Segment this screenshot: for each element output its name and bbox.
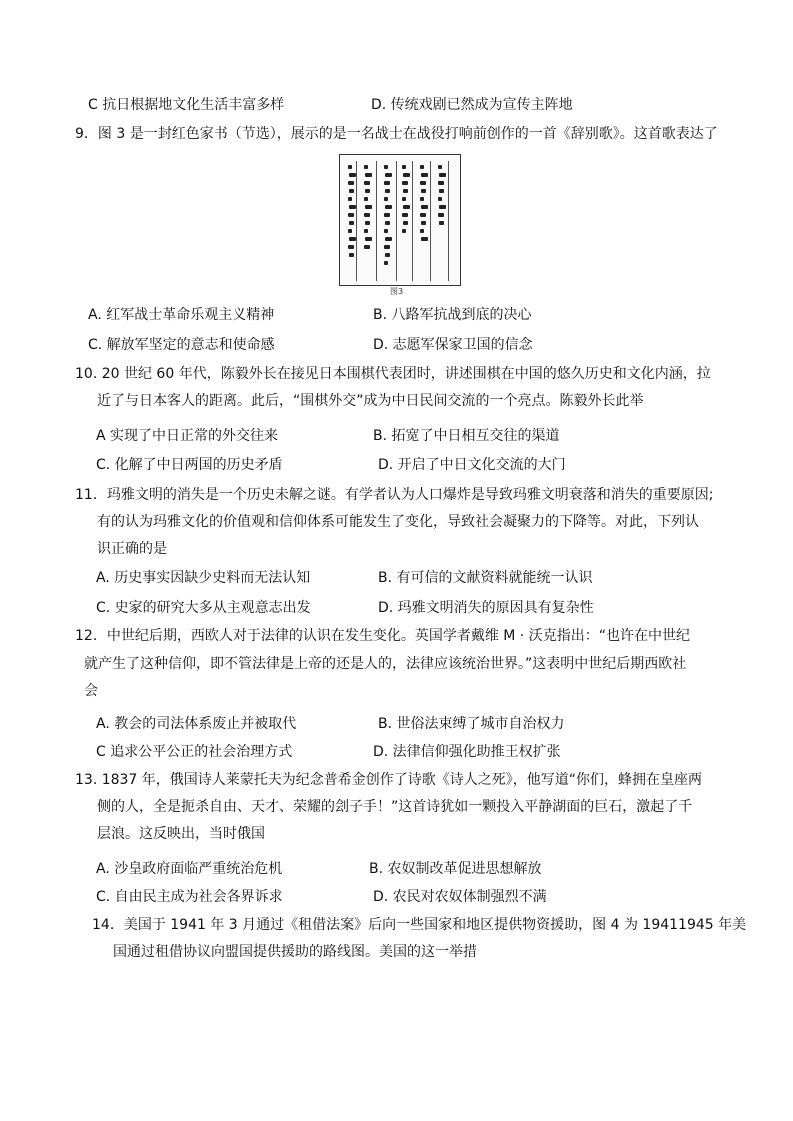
handwriting-stroke	[384, 261, 388, 265]
handwriting-stroke	[385, 205, 392, 209]
q10-option-a: A 实现了中日正常的外交往来	[96, 428, 279, 444]
red-family-letter-figure	[339, 154, 461, 286]
handwriting-stroke	[364, 165, 368, 169]
handwriting-stroke	[438, 213, 444, 217]
figure-caption: 图3	[390, 287, 404, 296]
handwriting-stroke	[364, 229, 368, 233]
handwriting-stroke	[402, 181, 408, 185]
q12-option-a: A. 教会的司法体系废止并被取代	[96, 716, 297, 732]
q9-option-a: A. 红军战士革命乐观主义精神	[88, 307, 275, 323]
handwriting-stroke	[403, 173, 410, 177]
handwriting-stroke	[348, 229, 352, 233]
handwriting-stroke	[364, 245, 370, 249]
q9-option-b: B. 八路军抗战到底的决心	[373, 307, 532, 323]
q9-option-c: C. 解放军坚定的意志和使命感	[88, 337, 275, 353]
q12-stem-line2: 就产生了这种信仰，即不管法律是上帝的还是人的，法律应该统治世界。”这表明中世纪后期西欧社	[84, 656, 687, 672]
handwriting-stroke	[365, 189, 370, 193]
handwriting-stroke	[384, 165, 388, 169]
handwriting-stroke	[402, 165, 406, 169]
handwriting-stroke	[349, 237, 356, 241]
q12-option-c: C 追求公平公正的社会治理方式	[96, 744, 293, 760]
handwriting-stroke	[438, 165, 442, 169]
handwriting-stroke	[365, 237, 372, 241]
handwriting-stroke	[348, 181, 354, 185]
handwriting-stroke	[365, 173, 372, 177]
q9-option-d: D. 志愿军保家卫国的信念	[373, 337, 533, 353]
handwriting-stroke	[384, 245, 390, 249]
handwriting-stroke	[402, 197, 406, 201]
handwriting-stroke	[420, 181, 426, 185]
handwriting-stroke	[421, 237, 428, 241]
handwriting-stroke	[403, 205, 410, 209]
q10-option-c: C. 化解了中日两国的历史矛盾	[96, 457, 283, 473]
handwriting-stroke	[421, 205, 428, 209]
q11-option-b: B. 有可信的文献资料就能统一认识	[378, 570, 593, 586]
handwriting-stroke	[349, 253, 354, 257]
handwriting-stroke	[364, 181, 370, 185]
q10-option-b: B. 拓宽了中日相互交往的渠道	[373, 428, 560, 444]
handwriting-stroke	[384, 197, 388, 201]
handwriting-stroke	[384, 229, 388, 233]
q14-stem-line1: 14．美国于 1941 年 3 月通过《租借法案》后向一些国家和地区提供物资援助，图 4 为 19411945 年美	[92, 917, 747, 933]
handwriting-stroke	[421, 221, 426, 225]
handwriting-stroke	[403, 189, 408, 193]
handwriting-stroke	[439, 205, 446, 209]
q13-stem-line3: 层浪。这反映出，当时俄国	[97, 826, 265, 842]
q8-option-d: D. 传统戏剧已然成为宣传主阵地	[371, 97, 573, 113]
handwriting-stroke	[384, 213, 390, 217]
q9-stem: 9．图 3 是一封红色家书（节选），展示的是一名战士在战役打响前创作的一首《辞别歌》。这首歌表达了	[75, 126, 718, 142]
handwriting-stroke	[349, 189, 354, 193]
handwriting-stroke	[420, 197, 424, 201]
handwriting-stroke	[348, 197, 352, 201]
handwriting-stroke	[402, 229, 406, 233]
handwriting-stroke	[439, 221, 444, 225]
q11-stem-line2: 有的认为玛雅文化的价值观和信仰体系可能发生了变化，导致社会凝聚力的下降等。对此，下列认	[97, 514, 699, 530]
handwriting-stroke	[402, 213, 408, 217]
handwriting-stroke	[403, 221, 408, 225]
q10-stem-line2: 近了与日本客人的距离。此后，“围棋外交”成为中日民间交流的一个亮点。陈毅外长此举	[97, 393, 644, 409]
handwriting-stroke	[438, 197, 442, 201]
q12-stem-line3: 会	[84, 683, 98, 699]
q13-option-c: C. 自由民主成为社会各界诉求	[96, 889, 283, 905]
q11-stem-line1: 11．玛雅文明的消失是一个历史未解之谜。有学者认为人口爆炸是导致玛雅文明衰落和消失的重要原因;	[75, 487, 714, 503]
q13-option-b: B. 农奴制改革促进思想解放	[369, 861, 542, 877]
handwriting-stroke	[420, 165, 424, 169]
q13-stem-line1: 13. 1837 年，俄国诗人莱蒙托夫为纪念普希金创作了诗歌《诗人之死》，他写道“你们，蜂拥在皇座两	[75, 772, 703, 788]
handwriting-stroke	[438, 181, 444, 185]
q10-stem-line1: 10. 20 世纪 60 年代，陈毅外长在接见日本围棋代表团时，讲述围棋在中国的悠久历史和文化内涵，拉	[75, 366, 711, 382]
handwriting-stroke	[365, 205, 372, 209]
q10-option-d: D. 开启了中日文化交流的大门	[378, 457, 566, 473]
handwriting-stroke	[420, 213, 426, 217]
handwriting-stroke	[439, 189, 444, 193]
handwriting-stroke	[385, 221, 390, 225]
q14-stem-line2: 国通过租借协议向盟国提供援助的路线图。美国的这一举措	[113, 944, 477, 960]
handwriting-stroke	[420, 229, 424, 233]
handwriting-stroke	[349, 205, 356, 209]
q11-option-d: D. 玛雅文明消失的原因具有复杂性	[378, 600, 594, 616]
q12-stem-line1: 12．中世纪后期，西欧人对于法律的认识在发生变化。英国学者戴维 M · 沃克指出：“也许在中世纪	[75, 628, 690, 644]
q12-option-d: D. 法律信仰强化助推王权扩张	[373, 744, 561, 760]
q8-option-c: C 抗日根据地文化生活丰富多样	[88, 97, 285, 113]
q12-option-b: B. 世俗法束缚了城市自治权力	[378, 716, 565, 732]
handwriting-stroke	[421, 173, 428, 177]
handwriting-stroke	[384, 181, 390, 185]
handwriting-stroke	[421, 189, 426, 193]
q11-option-a: A. 历史事实因缺少史料而无法认知	[96, 570, 311, 586]
handwriting-stroke	[385, 189, 390, 193]
handwriting-stroke	[348, 245, 354, 249]
q11-option-c: C. 史家的研究大多从主观意志出发	[96, 600, 311, 616]
handwriting-stroke	[365, 221, 370, 225]
q13-option-d: D. 农民对农奴体制强烈不满	[373, 889, 547, 905]
q11-stem-line3: 识正确的是	[97, 541, 167, 557]
handwriting-stroke	[439, 173, 446, 177]
q13-stem-line2: 侧的人，全是扼杀自由、天才、荣耀的刽子手！”这首诗犹如一颗投入平静湖面的巨石，激起了千	[97, 799, 693, 815]
handwriting-stroke	[385, 237, 392, 241]
handwriting-stroke	[364, 213, 370, 217]
handwriting-stroke	[349, 221, 354, 225]
q13-option-a: A. 沙皇政府面临严重统治危机	[96, 861, 283, 877]
handwriting-stroke	[349, 173, 356, 177]
handwriting-stroke	[348, 213, 354, 217]
handwriting-stroke	[385, 173, 392, 177]
handwriting-stroke	[348, 165, 352, 169]
handwriting-stroke	[364, 197, 368, 201]
handwriting-stroke	[385, 253, 390, 257]
